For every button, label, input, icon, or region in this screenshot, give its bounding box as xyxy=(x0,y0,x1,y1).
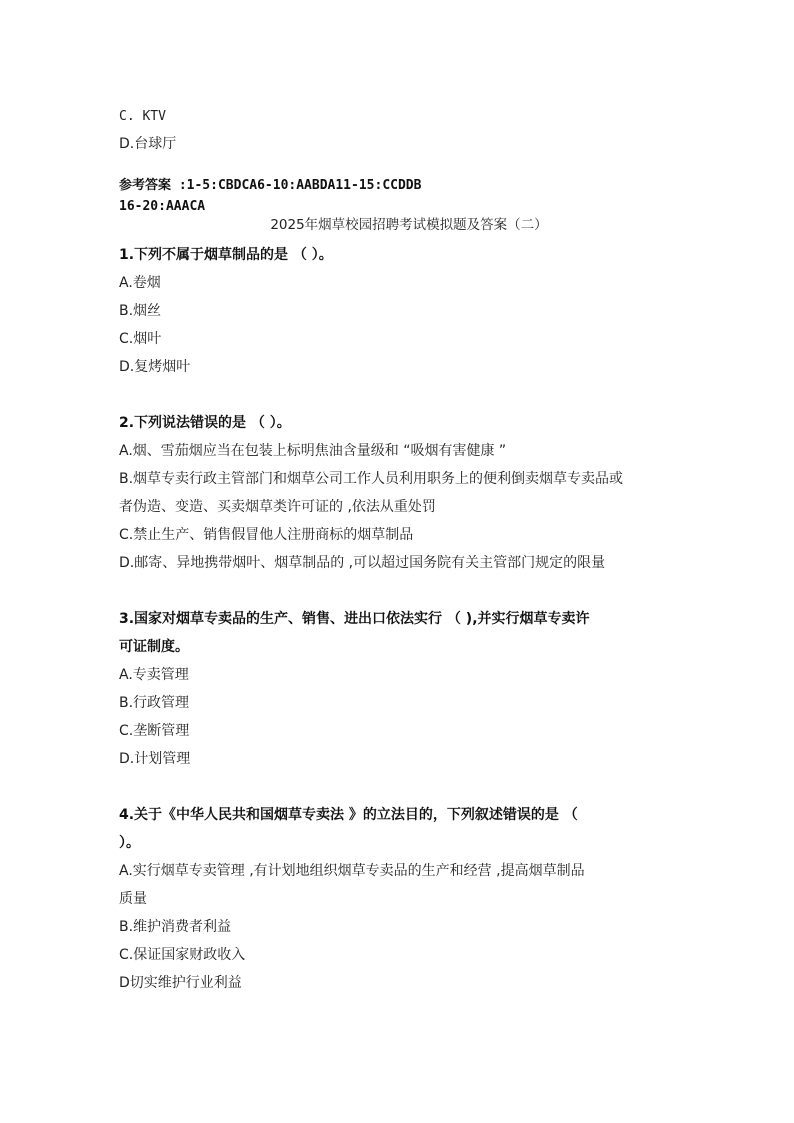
question-3-option-a: A.专卖管理 xyxy=(119,667,189,683)
question-4-option-c: C.保证国家财政收入 xyxy=(119,947,246,963)
section-title-text: 2025年烟草校园招聘考试模拟题及答案（二） xyxy=(270,217,548,233)
question-1-option-b: B.烟丝 xyxy=(119,303,162,319)
question-4-option-a-line-1: A.实行烟草专卖管理 ,有计划地组织烟草专卖品的生产和经营 ,提高烟草制品 xyxy=(119,863,585,879)
question-1-stem: 1.下列不属于烟草制品的是 （ ）。 xyxy=(119,247,333,263)
question-4-option-d: D切实维护行业利益 xyxy=(119,975,242,991)
section-title xyxy=(0,216,794,234)
question-2-option-d: D.邮寄、异地携带烟叶、烟草制品的 ,可以超过国务院有关主管部门规定的限量 xyxy=(119,555,606,571)
question-3-stem-line-2: 可证制度。 xyxy=(119,639,189,655)
question-4-option-a-line-2: 质量 xyxy=(119,891,147,907)
question-3-option-c: C.垄断管理 xyxy=(119,723,190,739)
answer-key-line-2: 16-20:AAACA xyxy=(119,199,206,214)
question-4-stem-line-1: 4.关于《中华人民共和国烟草专卖法 》的立法目的，下列叙述错误的是 （ xyxy=(119,807,578,823)
question-1-option-a: A.卷烟 xyxy=(119,275,161,291)
option-c-previous: C. KTV xyxy=(119,109,166,124)
question-2-option-b-line-2: 者伪造、变造、买卖烟草类许可证的 ,依法从重处罚 xyxy=(119,499,436,515)
option-d-previous: D.台球厅 xyxy=(119,136,177,152)
question-3-stem-line-1: 3.国家对烟草专卖品的生产、销售、进出口依法实行 （ ),并实行烟草专卖许 xyxy=(119,611,590,627)
question-2-option-c: C.禁止生产、销售假冒他人注册商标的烟草制品 xyxy=(119,527,414,543)
question-2-stem: 2.下列说法错误的是 （ ）。 xyxy=(119,415,291,431)
question-3-option-d: D.计划管理 xyxy=(119,751,191,767)
question-4-option-b: B.维护消费者利益 xyxy=(119,919,232,935)
question-2-option-b-line-1: B.烟草专卖行政主管部门和烟草公司工作人员利用职务上的便利倒卖烟草专卖品或 xyxy=(119,471,624,487)
question-1-option-d: D.复烤烟叶 xyxy=(119,359,191,375)
question-3-option-b: B.行政管理 xyxy=(119,695,190,711)
question-4-stem-line-2: ）。 xyxy=(119,835,140,851)
question-1-option-c: C.烟叶 xyxy=(119,331,162,347)
answer-key-line-1: 参考答案 :1-5:CBDCA6-10:AABDA11-15:CCDDB xyxy=(119,178,422,193)
question-2-option-a: A.烟、雪茄烟应当在包装上标明焦油含量级和 “吸烟有害健康 ” xyxy=(119,443,507,459)
